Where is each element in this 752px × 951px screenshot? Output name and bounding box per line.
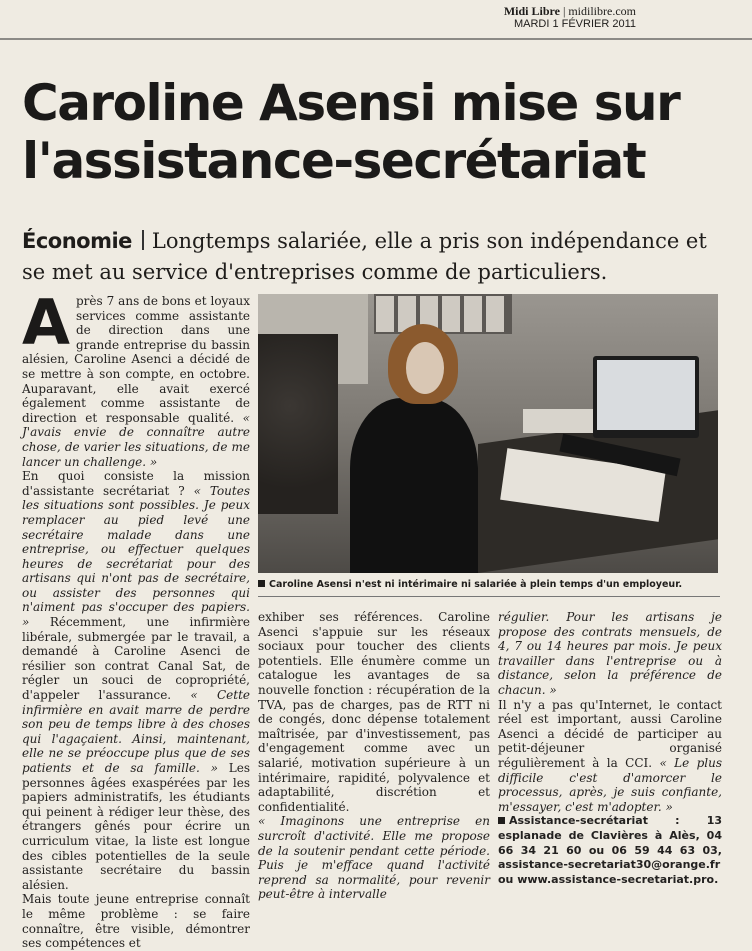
paragraph-text: près 7 ans de bons et loyaux services comme assistante de direction dans une grande entreprise du bassin alésien, Caroline Asenci a décidé de se mettre à son compte, en octobre. Auparavant, elle avait exercé également comme assistante de direction et responsable qualité.: [22, 294, 250, 425]
newspaper-name: Midi Libre: [503, 4, 560, 18]
paragraph-5: « Imaginons une entreprise en surcroît d'activité. Elle me propose de la soutenir pendant cette période. Puis je m'efface quand l'activité reprend sa normalité, pour revenir peut-être à intervalle: [258, 814, 490, 902]
quote-text: « J'avais envie de connaître autre chose, de varier les situations, de me lancer un challenge. »: [22, 410, 250, 469]
quote-text: « Cette infirmière en avait marre de perdre son peu de temps libre à des choses qui l'agaçaient. Ainsi, maintenant, elle ne se préoccupe plus que de ses patients et de sa famille. »: [22, 688, 250, 775]
article-column-1: [22, 286, 250, 951]
paragraph-text: Les personnes âgées exaspérées par les papiers administratifs, les étudiants qui peinent à rédiger leur thèse, des étrangers gênés pour écrire un curriculum vitae, la liste est longue des cibles potentielles de la seule assistante secrétaire du bassin alésien.: [22, 761, 250, 892]
quote-text: « Le plus difficile c'est d'amorcer le processus, après, je suis confiante, m'essayer, c'est m'adopter. »: [498, 755, 722, 814]
article-headline: Caroline Asensi mise sur l'assistance-secrétariat: [22, 74, 680, 190]
paragraph-2: [22, 469, 250, 892]
article-kicker: [22, 226, 712, 288]
question-text: En quoi consiste la mission d'assistante secrétariat ?: [22, 469, 250, 498]
masthead-rule: [0, 38, 752, 40]
photo-caption: [258, 578, 720, 592]
paragraph-text: Récemment, une infirmière libérale, submergée par le travail, a demandé à Caroline Asenci de résilier son contrat Canal Sat, de régler un souci de copropriété, d'appeler l'assurance.: [22, 615, 250, 703]
quote-text: « Toutes les situations sont possibles. Je peux remplacer au pied levé une secrétaire malade dans une entreprise, ou effectuer quelques heures de secrétariat pour des artisans qui n'ont pas de secrétaire, ou assister des personnes qui n'aiment pas s'occuper des papiers. »: [22, 483, 250, 630]
paragraph-1: [22, 286, 250, 469]
photo-person-body: [350, 398, 478, 573]
paragraph-text: Il n'y a pas qu'Internet, le contact réel est important, aussi Caroline Asenci a décidé de participer au petit-déjeuner organisé régulièrement à la CCI.: [498, 697, 722, 770]
paragraph-7: [498, 698, 722, 815]
contact-info: [498, 814, 722, 887]
issue-date: MARDI 1 FÉVRIER 2011: [513, 18, 636, 30]
photo-plant: [258, 334, 338, 514]
photo-shelf: [374, 294, 512, 334]
photo-books: [523, 409, 593, 433]
photo-person-face: [406, 342, 444, 394]
paragraph-6: régulier. Pour les artisans je propose des contrats mensuels, de 4, 7 ou 14 heures par mois. Je peux travailler dans l'entreprise ou à distance, selon la préférence de chacun. »: [498, 610, 722, 697]
caption-rule: [258, 596, 720, 597]
article-column-3: [498, 610, 722, 887]
caption-text: Caroline Asensi n'est ni intérimaire ni salariée à plein temps d'un employeur.: [269, 579, 683, 590]
article-column-2: [258, 610, 490, 902]
caption-bullet-icon: [258, 580, 265, 587]
drop-cap: A: [22, 286, 70, 359]
paragraph-3: Mais toute jeune entreprise connaît le même problème : se faire connaître, être visible, démontrer ses compétences et: [22, 892, 250, 951]
newspaper-site: midilibre.com: [568, 4, 636, 18]
kicker-separator: [142, 230, 144, 250]
kicker-text: Longtemps salariée, elle a pris son indépendance et se met au service d'entreprises comme de particuliers.: [22, 229, 707, 284]
paragraph-4: exhiber ses références. Caroline Asenci s'appuie sur les réseaux sociaux pour toucher des clients potentiels. Elle énumère comme un catalogue les avantages de sa nouvelle fonction : récupération de la TVA, pas de charges, pas de RTT ni de congés, donc dépense totalement maîtrisée, par d'investissement, pas d'engagement comme avec un salarié, motivation supérieure à un intérimaire, rapidité, polyvalence et adaptabilité, discrétion et confidentialité.: [258, 610, 490, 814]
photo-monitor: [593, 356, 699, 438]
masthead: Midi Libre | midilibre.com MARDI 1 FÉVRIER 2011: [503, 4, 636, 30]
info-label: Assistance-secrétariat :: [509, 814, 680, 828]
article-photo: [258, 294, 718, 573]
section-category: Économie: [22, 229, 132, 253]
info-bullet-icon: [498, 817, 505, 824]
info-text: 13 esplanade de Clavières à Alès, 04 66 34 21 60 ou 06 59 44 63 03, assistance-secretariat30@orange.fr ou www.assistance-secretariat.pro.: [498, 814, 722, 886]
